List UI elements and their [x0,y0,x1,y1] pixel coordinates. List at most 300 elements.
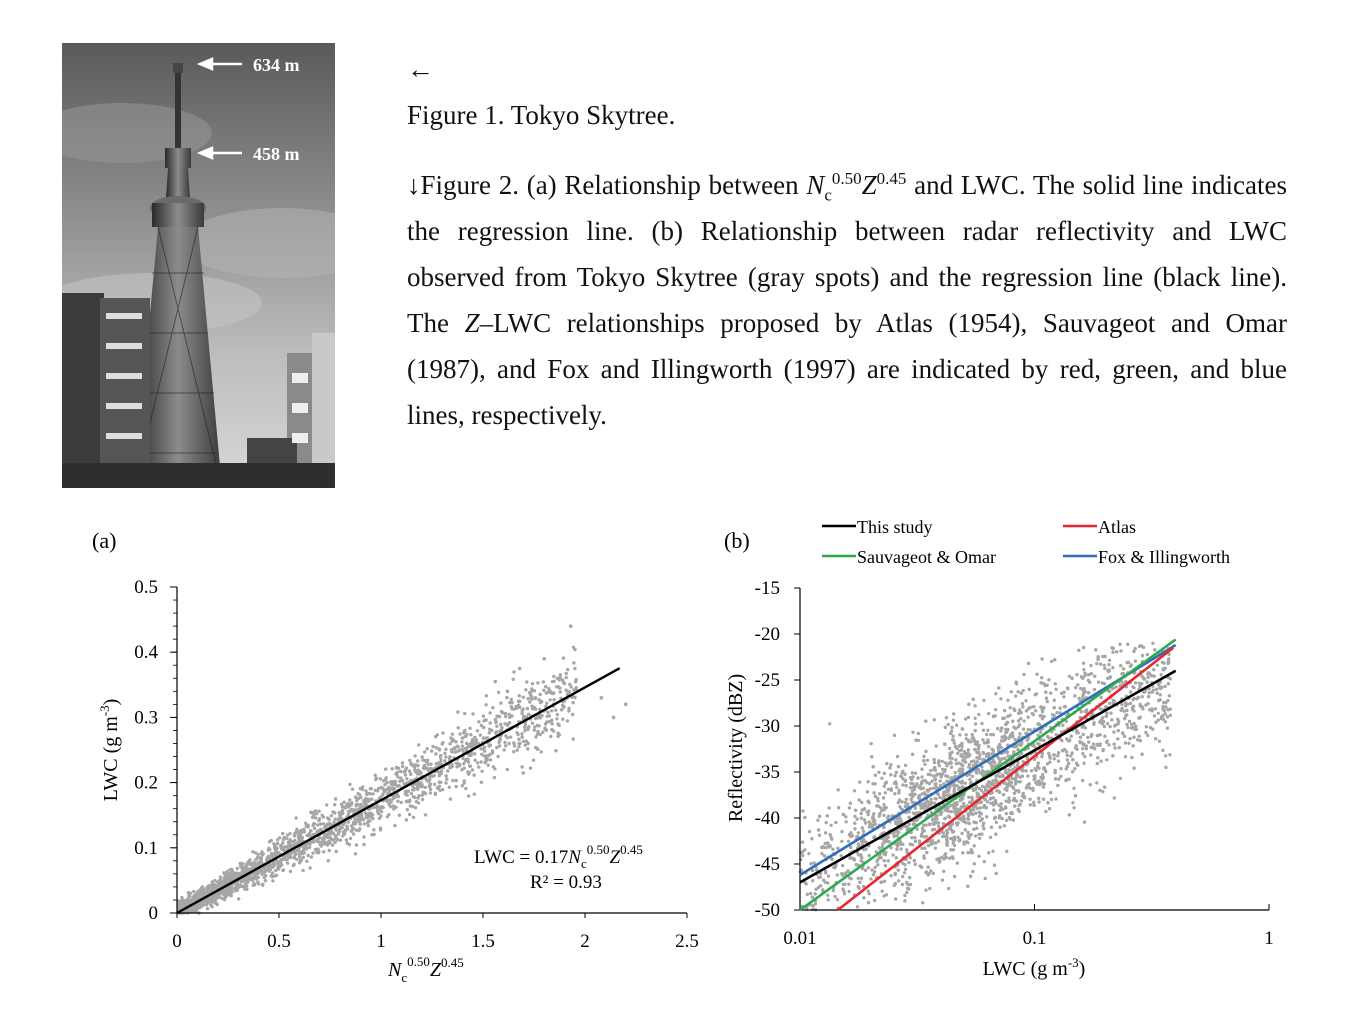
scatter-point [337,832,340,835]
scatter-point [354,795,357,798]
scatter-point [316,823,319,826]
scatter-point [430,767,433,770]
scatter-point [490,729,493,732]
scatter-point [549,735,552,738]
y-tick-label: 0.5 [134,577,158,598]
scatter-point [321,836,324,839]
scatter-point [411,805,414,808]
x-tick-label: 0.5 [267,931,291,952]
scatter-point [559,676,562,679]
scatter-point [463,712,466,715]
scatter-point [230,868,233,871]
scatter-point [268,840,271,843]
scatter-point [413,754,416,757]
scatter-point [427,769,430,772]
scatter-point [438,774,441,777]
scatter-point [199,894,202,897]
scatter-point [359,823,362,826]
scatter-point [341,805,344,808]
scatter-point [476,761,479,764]
scatter-point [347,810,350,813]
x-tick-label: 1 [376,931,386,952]
scatter-point [545,702,548,705]
scatter-point [496,755,499,758]
scatter-point [298,830,301,833]
scatter-point [241,862,244,865]
scatter-point [358,827,361,830]
scatter-point [455,761,458,764]
scatter-point [390,782,393,785]
scatter-point [276,842,279,845]
scatter-point [364,811,367,814]
scatter-point [485,694,488,697]
scatter-point [540,714,543,717]
scatter-point [517,704,520,707]
scatter-point [473,759,476,762]
scatter-point [369,787,372,790]
scatter-point [438,785,441,788]
scatter-point [218,896,221,899]
scatter-point [484,758,487,761]
scatter-point [269,864,272,867]
scatter-point [522,707,525,710]
scatter-point [513,744,516,747]
scatter-point [205,903,208,906]
scatter-point [558,686,561,689]
scatter-point [526,727,529,730]
scatter-point [461,745,464,748]
scatter-point [359,796,362,799]
scatter-point [230,887,233,890]
y-tick-label: 0.3 [134,707,158,729]
scatter-point [334,797,337,800]
scatter-point [401,761,404,764]
scatter-point [414,806,417,809]
scatter-point [405,777,408,780]
chart-a-panel-label: (a) [92,528,117,553]
scatter-point [444,781,447,784]
fig2-exp1: 0.50 [831,169,862,188]
legend-label: Sauvageot & Omar [857,547,996,567]
scatter-point [305,847,308,850]
scatter-point [536,733,539,736]
scatter-point [488,711,491,714]
scatter-point [371,792,374,795]
scatter-point [363,822,366,825]
scatter-point [542,689,545,692]
scatter-point [454,740,457,743]
scatter-point [534,697,537,700]
scatter-point [425,778,428,781]
scatter-point [344,829,347,832]
fig2-exp2: 0.45 [876,169,907,188]
scatter-point [488,731,491,734]
scatter-point [423,750,426,753]
scatter-point [421,758,424,761]
scatter-point [491,751,494,754]
scatter-point [402,782,405,785]
scatter-point [244,883,247,886]
scatter-point [520,765,523,768]
scatter-point [421,798,424,801]
scatter-point [416,764,419,767]
scatter-point [456,710,459,713]
scatter-point [277,867,280,870]
scatter-point [504,734,507,737]
scatter-point [499,723,502,726]
scatter-point [482,736,485,739]
scatter-point [466,758,469,761]
scatter-point [224,874,227,877]
scatter-point [349,837,352,840]
chart-a-equation: LWC = $0.17N_c^{0.50}Z^{0.45}$ [474,842,643,871]
scatter-point [361,788,364,791]
scatter-point [448,786,451,789]
scatter-point [220,880,223,883]
scatter-point [348,783,351,786]
scatter-point [292,840,295,843]
scatter-point [533,729,536,732]
scatter-point [341,826,344,829]
scatter-point [450,740,453,743]
scatter-point [473,752,476,755]
scatter-point [257,871,260,874]
scatter-point [525,740,528,743]
scatter-point [525,680,528,683]
scatter-point [417,794,420,797]
scatter-point [367,812,370,815]
scatter-point [574,680,577,683]
scatter-point [422,766,425,769]
scatter-point [518,742,521,745]
scatter-point [251,850,254,853]
scatter-point [431,745,434,748]
figure-1-text: Figure 1. Tokyo Skytree. [407,100,676,130]
scatter-point [338,814,341,817]
scatter-point [479,747,482,750]
scatter-point [404,792,407,795]
scatter-point [268,870,271,873]
scatter-point [282,838,285,841]
scatter-point [401,765,404,768]
scatter-point [434,752,437,755]
chart-a-r2: R² = 0.93 [530,872,602,893]
scatter-point [495,725,498,728]
scatter-point [273,845,276,848]
scatter-point [536,748,539,751]
scatter-point [379,777,382,780]
scatter-point [555,717,558,720]
scatter-point [483,761,486,764]
fig2-prefix: ↓Figure 2. (a) Relationship between [407,170,807,200]
scatter-point [192,897,195,900]
scatter-point [381,793,384,796]
scatter-point [192,890,195,893]
scatter-point [517,738,520,741]
scatter-point [527,713,530,716]
scatter-point [426,747,429,750]
scatter-point [394,806,397,809]
scatter-point [457,745,460,748]
scatter-point [495,746,498,749]
scatter-point [274,869,277,872]
scatter-point [445,774,448,777]
scatter-point [391,767,394,770]
y-tick-label: 0.2 [134,772,158,794]
scatter-point [493,680,497,684]
scatter-point [451,733,454,736]
scatter-point [335,850,338,853]
scatter-point [441,731,444,734]
scatter-point [464,735,467,738]
scatter-point [443,752,446,755]
scatter-point [427,763,430,766]
scatter-point [424,813,427,816]
scatter-point [451,765,454,768]
scatter-point [209,902,212,905]
scatter-point [201,885,204,888]
scatter-point [362,801,365,804]
scatter-point [364,789,367,792]
scatter-point [527,697,530,700]
scatter-point [499,701,502,704]
scatter-point [458,763,461,766]
scatter-point [219,875,222,878]
scatter-point [439,758,442,761]
scatter-point [332,820,335,823]
scatter-point [395,766,398,769]
scatter-point [531,682,534,685]
scatter-point [510,707,513,710]
scatter-point [512,678,515,681]
scatter-point [226,877,229,880]
scatter-point [356,803,359,806]
scatter-point [510,698,513,701]
scatter-point [322,850,325,853]
scatter-point [435,746,438,749]
scatter-point [532,759,535,762]
scatter-point [510,701,513,704]
legend-label: This study [857,517,933,537]
scatter-point [309,811,312,814]
scatter-point [384,788,387,791]
scatter-point [401,779,404,782]
scatter-point [463,767,466,770]
scatter-point [328,836,331,839]
scatter-point [377,812,380,815]
scatter-point [428,785,431,788]
scatter-point [271,875,274,878]
scatter-point [529,691,532,694]
scatter-point [374,789,377,792]
scatter-point [327,859,330,862]
scatter-point [559,690,562,693]
scatter-point [483,750,486,753]
scatter-point [486,736,489,739]
scatter-point [517,700,520,703]
scatter-point [522,696,525,699]
x-tick-label: 0 [172,931,182,952]
scatter-point [482,714,485,717]
scatter-point [421,794,424,797]
scatter-point [572,737,575,740]
scatter-point [252,861,255,864]
scatter-point [378,817,381,820]
scatter-point [240,885,243,888]
scatter-point [200,901,203,904]
scatter-point [529,694,532,697]
scatter-point [415,800,418,803]
scatter-point [467,744,470,747]
scatter-point [471,738,474,741]
scatter-point [370,798,373,801]
fig2-rest1: and LWC. The solid line indicates the regression line. (b) Relationship between radar reflectivity and LWC observed from Tokyo Skytree (gray spots) and the regression line (black line). The [407,170,1287,338]
scatter-point [298,855,301,858]
scatter-point [410,792,413,795]
x-tick-label: 2 [580,931,590,952]
scatter-point [567,707,570,710]
scatter-point [544,685,547,688]
scatter-point [189,892,192,895]
scatter-point [573,648,576,651]
scatter-point [529,766,532,769]
scatter-point [192,908,195,911]
scatter-point [457,726,460,729]
scatter-point [412,816,415,819]
scatter-point [429,788,432,791]
scatter-point [545,691,548,694]
scatter-point [554,708,557,711]
scatter-point [362,843,365,846]
scatter-point [302,856,305,859]
scatter-point [624,703,628,707]
scatter-point [332,832,335,835]
scatter-point [468,727,471,730]
scatter-point [572,661,575,664]
scatter-point [388,790,391,793]
scatter-point [339,839,342,842]
scatter-point [352,832,355,835]
scatter-point [430,749,433,752]
scatter-point [305,860,308,863]
scatter-point [229,878,232,881]
scatter-point [261,871,264,874]
scatter-point [467,794,470,797]
scatter-point [222,892,225,895]
scatter-point [409,762,412,765]
scatter-point [558,724,561,727]
scatter-point [338,828,341,831]
scatter-point [484,718,487,721]
scatter-point [351,788,354,791]
scatter-point [512,670,515,673]
scatter-point [362,835,365,838]
scatter-point [455,779,458,782]
scatter-point [480,770,483,773]
scatter-point [509,735,512,738]
scatter-point [518,694,521,697]
scatter-point [255,864,258,867]
scatter-point [560,708,563,711]
scatter-point [408,769,411,772]
scatter-point [522,771,525,774]
scatter-point [352,822,355,825]
scatter-point [348,798,351,801]
scatter-point [537,724,540,727]
scatter-point [308,846,311,849]
scatter-point [534,707,537,710]
scatter-point [449,797,452,800]
scatter-point [544,722,547,725]
scatter-point [540,750,543,753]
fig2-rest2: –LWC relationships proposed by Atlas (1954), Sauvageot and Omar (1987), and Fox and Illingworth (1997) are indicated by red, green, and blue lines, respectively. [407,308,1287,430]
scatter-point [314,816,317,819]
scatter-point [561,678,564,681]
scatter-point [566,719,569,722]
scatter-point [556,735,559,738]
scatter-point [321,814,324,817]
scatter-point [482,726,485,729]
scatter-point [298,861,301,864]
scatter-point [500,726,503,729]
scatter-point [282,868,285,871]
scatter-point [236,867,239,870]
scatter-point [408,813,411,816]
scatter-point [550,719,553,722]
scatter-point [297,836,300,839]
scatter-point [489,758,492,761]
scatter-point [190,898,193,901]
scatter-point [309,829,312,832]
scatter-point [196,895,199,898]
scatter-point [329,832,332,835]
scatter-point [334,817,337,820]
scatter-point [319,822,322,825]
scatter-point [278,836,281,839]
chart-b-panel-label: (b) [724,528,750,553]
scatter-point [526,707,529,710]
scatter-point [426,759,429,762]
chart-a-xlabel: $N_c^{0.50}Z^{0.45}$ [388,954,464,985]
scatter-point [438,781,441,784]
scatter-point [463,779,466,782]
scatter-point [182,899,185,902]
scatter-point [1157,712,1160,715]
scatter-point [350,829,353,832]
scatter-point [326,843,329,846]
scatter-point [316,849,319,852]
scatter-point [267,855,270,858]
scatter-point [380,810,383,813]
scatter-point [487,744,490,747]
scatter-point [326,816,329,819]
scatter-point [268,848,271,851]
scatter-point [467,760,470,763]
scatter-point [393,783,396,786]
scatter-point [289,856,292,859]
scatter-point [477,765,480,768]
scatter-point [545,728,548,731]
scatter-point [512,741,515,744]
scatter-point [294,816,297,819]
scatter-point [412,795,415,798]
scatter-point [548,691,551,694]
scatter-point [264,874,267,877]
scatter-point [332,838,335,841]
scatter-point [345,838,348,841]
scatter-point [271,879,274,882]
scatter-point [570,685,573,688]
